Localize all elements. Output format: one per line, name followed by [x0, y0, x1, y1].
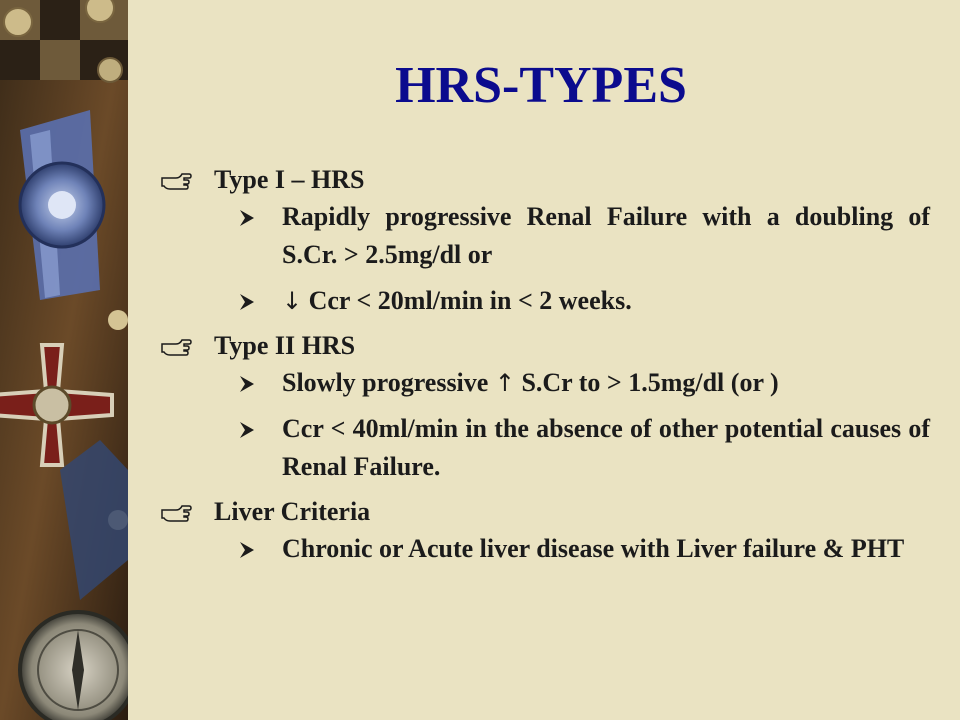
- section-heading: Type II HRS: [214, 331, 356, 360]
- section-type-1: [160, 162, 930, 320]
- bullet-text: Ccr < 20ml/min in < 2 weeks.: [302, 286, 632, 315]
- sub-bullet-list: [214, 364, 930, 486]
- section-type-2: [160, 328, 930, 486]
- medal-collage-image: [0, 0, 128, 720]
- up-arrow-icon: ↑: [494, 369, 515, 397]
- bullet-text: Slowly progressive: [282, 368, 495, 397]
- slide-title: HRS-TYPES: [395, 57, 687, 114]
- list-item: [160, 364, 930, 402]
- decorative-side-panel: [0, 0, 128, 720]
- list-item: [160, 198, 930, 274]
- section-heading: Liver Criteria: [214, 497, 371, 526]
- section-liver-criteria: [160, 494, 930, 568]
- section-heading: Type I – HRS: [214, 165, 365, 194]
- arrowhead-bullet-icon: [238, 421, 256, 439]
- bullet-text: Chronic or Acute liver disease with Liver failure & PHT: [282, 534, 905, 563]
- bullet-text-after: S.Cr to > 1.5mg/dl (or ): [514, 368, 779, 397]
- pointing-hand-icon: [160, 500, 192, 524]
- sub-bullet-list: [214, 198, 930, 320]
- sub-bullet-list: [214, 530, 930, 568]
- pointing-hand-icon: [160, 168, 192, 192]
- bullet-list: [160, 162, 930, 576]
- arrowhead-bullet-icon: [238, 541, 256, 559]
- arrowhead-bullet-icon: [238, 375, 256, 393]
- list-item: [160, 530, 930, 568]
- arrowhead-bullet-icon: [238, 209, 256, 227]
- list-item: [160, 410, 930, 486]
- down-arrow-icon: ↓: [282, 287, 303, 315]
- bullet-text: Rapidly progressive Renal Failure with a doubling of S.Cr. > 2.5mg/dl or: [282, 202, 930, 269]
- arrowhead-bullet-icon: [238, 293, 256, 311]
- bullet-text: Ccr < 40ml/min in the absence of other potential causes of Renal Failure.: [282, 414, 930, 481]
- pointing-hand-icon: [160, 334, 192, 358]
- list-item: [160, 282, 930, 320]
